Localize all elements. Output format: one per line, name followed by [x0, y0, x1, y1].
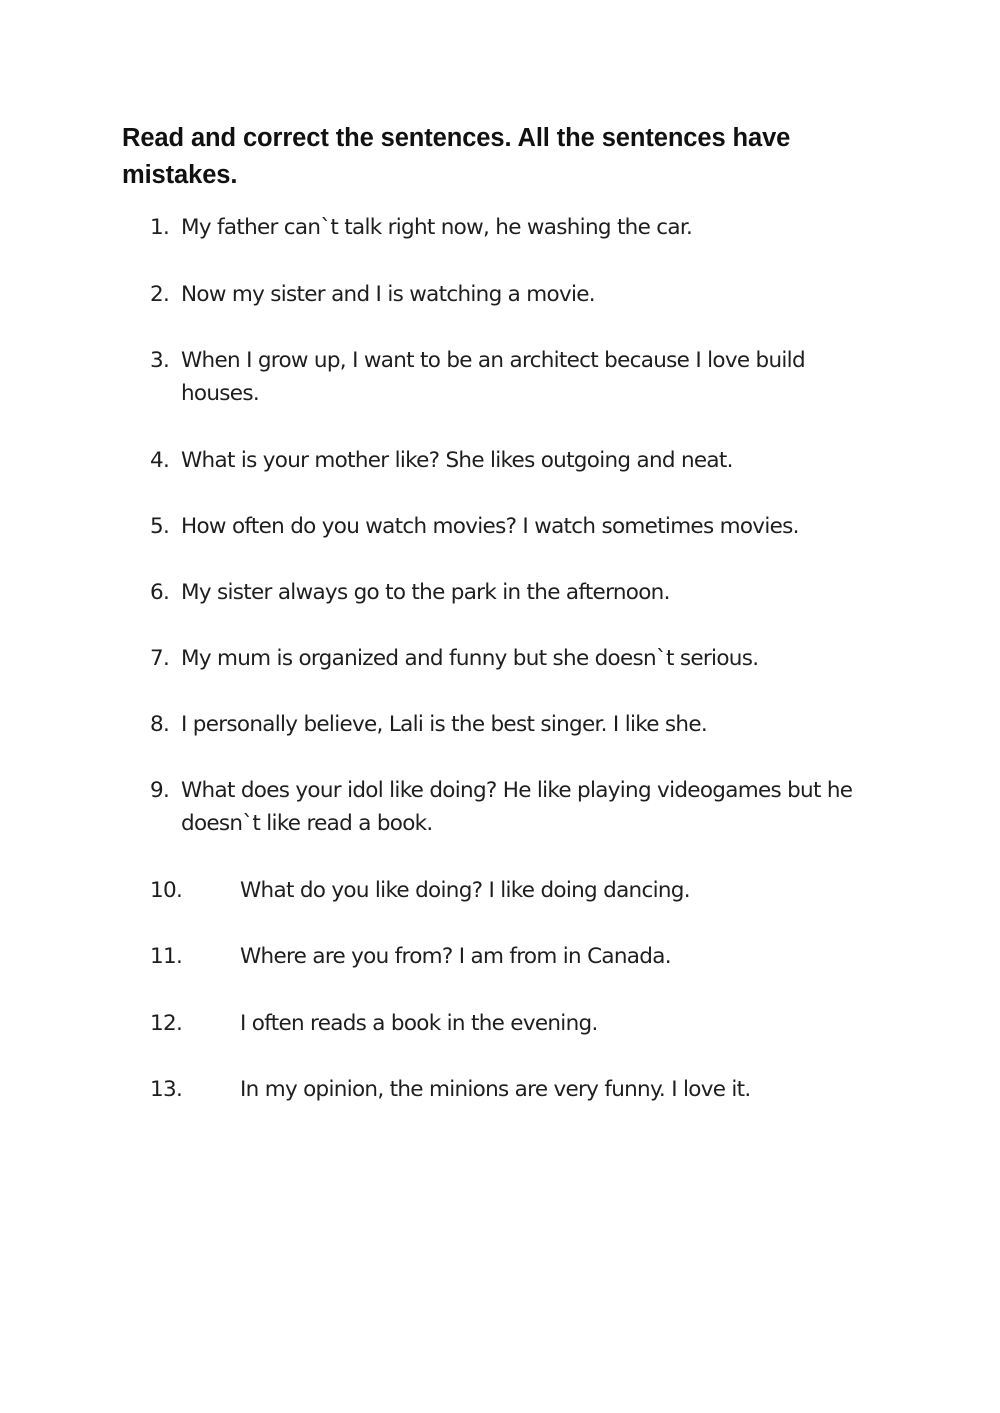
sentence-text: My father can`t talk right now, he washing the car.	[181, 215, 693, 240]
sentence-text: When I grow up, I want to be an architect because I love build houses.	[181, 348, 805, 406]
item-number: 13.	[150, 1077, 183, 1102]
sentence-item-4	[150, 444, 910, 477]
sentence-text: Now my sister and I is watching a movie.	[181, 282, 595, 307]
sentence-item-11	[150, 940, 910, 973]
sentence-item-9	[150, 774, 880, 840]
item-number: 12.	[150, 1011, 183, 1036]
sentence-text: What does your idol like doing? He like playing videogames but he doesn`t like read a book.	[181, 778, 853, 836]
sentence-item-10	[150, 874, 910, 907]
sentence-item-6	[150, 576, 910, 609]
item-number: 6.	[150, 580, 170, 605]
sentence-text: I often reads a book in the evening.	[240, 1011, 598, 1036]
sentence-text: How often do you watch movies? I watch sometimes movies.	[181, 514, 799, 539]
sentence-item-1	[150, 211, 910, 244]
item-number: 5.	[150, 514, 170, 539]
item-number: 2.	[150, 282, 170, 307]
instructions-heading: Read and correct the sentences. All the sentences have mistakes.	[122, 124, 791, 189]
item-number: 8.	[150, 712, 170, 737]
sentence-text: In my opinion, the minions are very funny. I love it.	[240, 1077, 751, 1102]
item-number: 10.	[150, 878, 183, 903]
sentence-text: What do you like doing? I like doing dancing.	[240, 878, 690, 903]
sentence-item-7	[150, 642, 910, 675]
item-number: 1.	[150, 215, 170, 240]
sentence-text: What is your mother like? She likes outgoing and neat.	[181, 448, 733, 473]
sentence-item-2	[150, 278, 910, 311]
sentence-item-8	[150, 708, 910, 741]
item-number: 9.	[150, 778, 170, 803]
sentence-text: I personally believe, Lali is the best singer. I like she.	[181, 712, 707, 737]
sentence-text: My mum is organized and funny but she doesn`t serious.	[181, 646, 759, 671]
sentence-item-3	[150, 344, 860, 410]
sentence-text: Where are you from? I am from in Canada.	[240, 944, 671, 969]
item-number: 7.	[150, 646, 170, 671]
sentence-item-5	[150, 510, 940, 543]
sentence-item-13	[150, 1073, 910, 1106]
item-number: 11.	[150, 944, 183, 969]
sentence-text: My sister always go to the park in the afternoon.	[181, 580, 670, 605]
item-number: 3.	[150, 348, 170, 373]
sentence-item-12	[150, 1007, 910, 1040]
item-number: 4.	[150, 448, 170, 473]
